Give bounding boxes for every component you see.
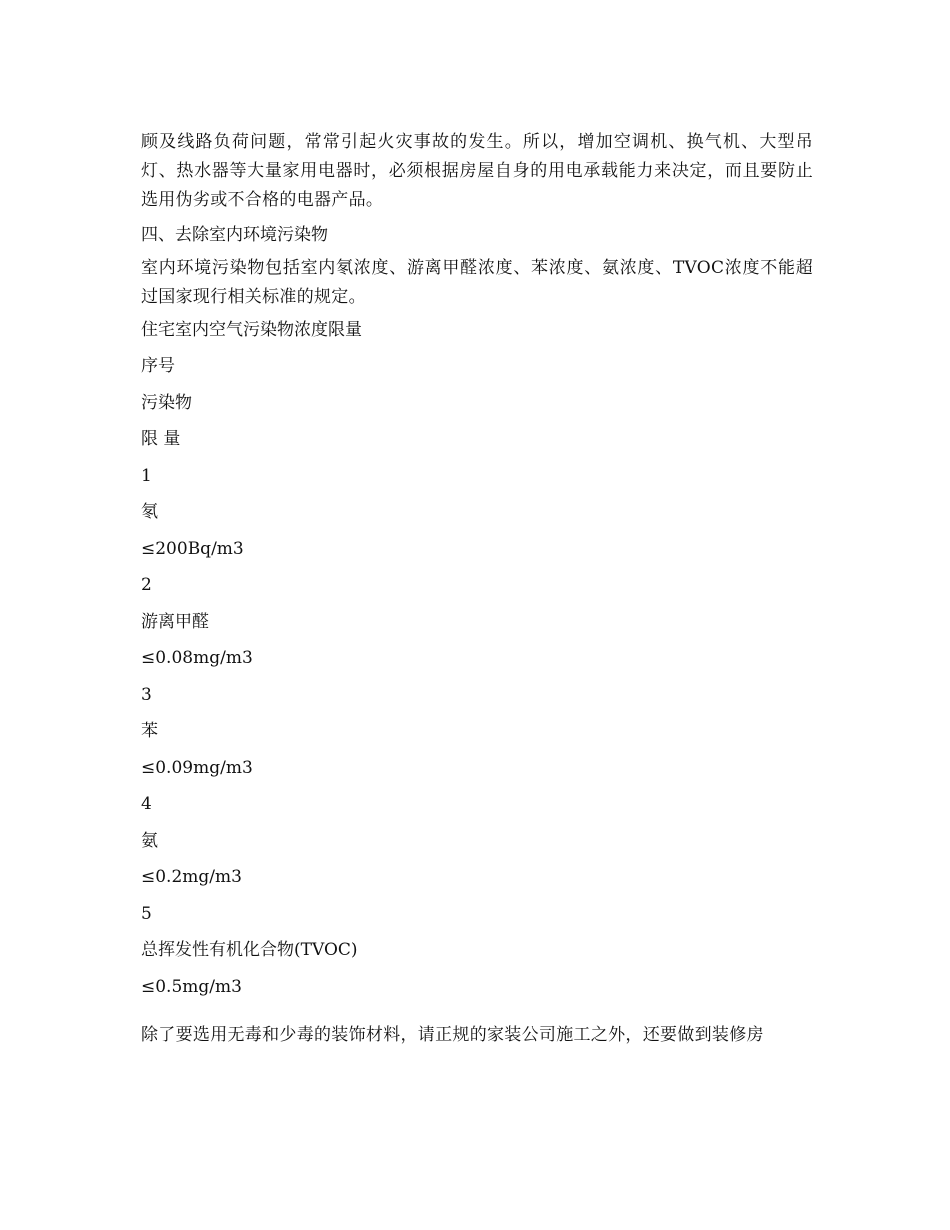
closing-paragraph: 除了要选用无毒和少毒的装饰材料，请正规的家装公司施工之外，还要做到装修房 <box>141 1025 764 1045</box>
table-row-2-number: 2 <box>141 575 152 595</box>
table-row-3-number: 3 <box>141 684 152 705</box>
pollutant-table <box>141 348 813 1005</box>
table-title: 住宅室内空气污染物浓度限量 <box>141 319 362 340</box>
table-row-5-number: 5 <box>141 903 152 924</box>
table-row-3-limit: ≤0.09mg/m3 <box>141 757 253 778</box>
table-header-pollutant: 污染物 <box>141 392 192 413</box>
table-header-limit: 限 量 <box>141 429 181 449</box>
section-block <box>141 217 813 348</box>
table-row-1-pollutant: 氡 <box>141 502 158 522</box>
section-heading: 四、去除室内环境污染物 <box>141 225 328 245</box>
table-row-5-pollutant: 总挥发性有机化合物(TVOC) <box>141 940 358 960</box>
intro-paragraph: 顾及线路负荷问题，常常引起火灾事故的发生。所以，增加空调机、换气机、大型吊灯、热水器等大量家用电器时，必须根据房屋自身的用电承载能力来决定，而且要防止选用伪劣或不合格的电器产品。 <box>141 132 813 210</box>
table-row-2-limit: ≤0.08mg/m3 <box>141 648 253 668</box>
section-paragraph: 室内环境污染物包括室内氡浓度、游离甲醛浓度、苯浓度、氨浓度、TVOC浓度不能超过国家现行相关标准的规定。 <box>141 257 813 307</box>
table-header-number: 序号 <box>141 356 175 376</box>
table-row-2-pollutant: 游离甲醛 <box>141 611 209 632</box>
table-row-1-number: 1 <box>141 465 152 486</box>
table-row-5-limit: ≤0.5mg/m3 <box>141 976 242 997</box>
table-row-4-limit: ≤0.2mg/m3 <box>141 867 242 887</box>
table-row-3-pollutant: 苯 <box>141 721 158 741</box>
table-row-1-limit: ≤200Bq/m3 <box>141 538 244 559</box>
table-row-4-pollutant: 氨 <box>141 830 158 851</box>
document-page <box>141 128 813 1050</box>
table-row-4-number: 4 <box>141 794 152 814</box>
